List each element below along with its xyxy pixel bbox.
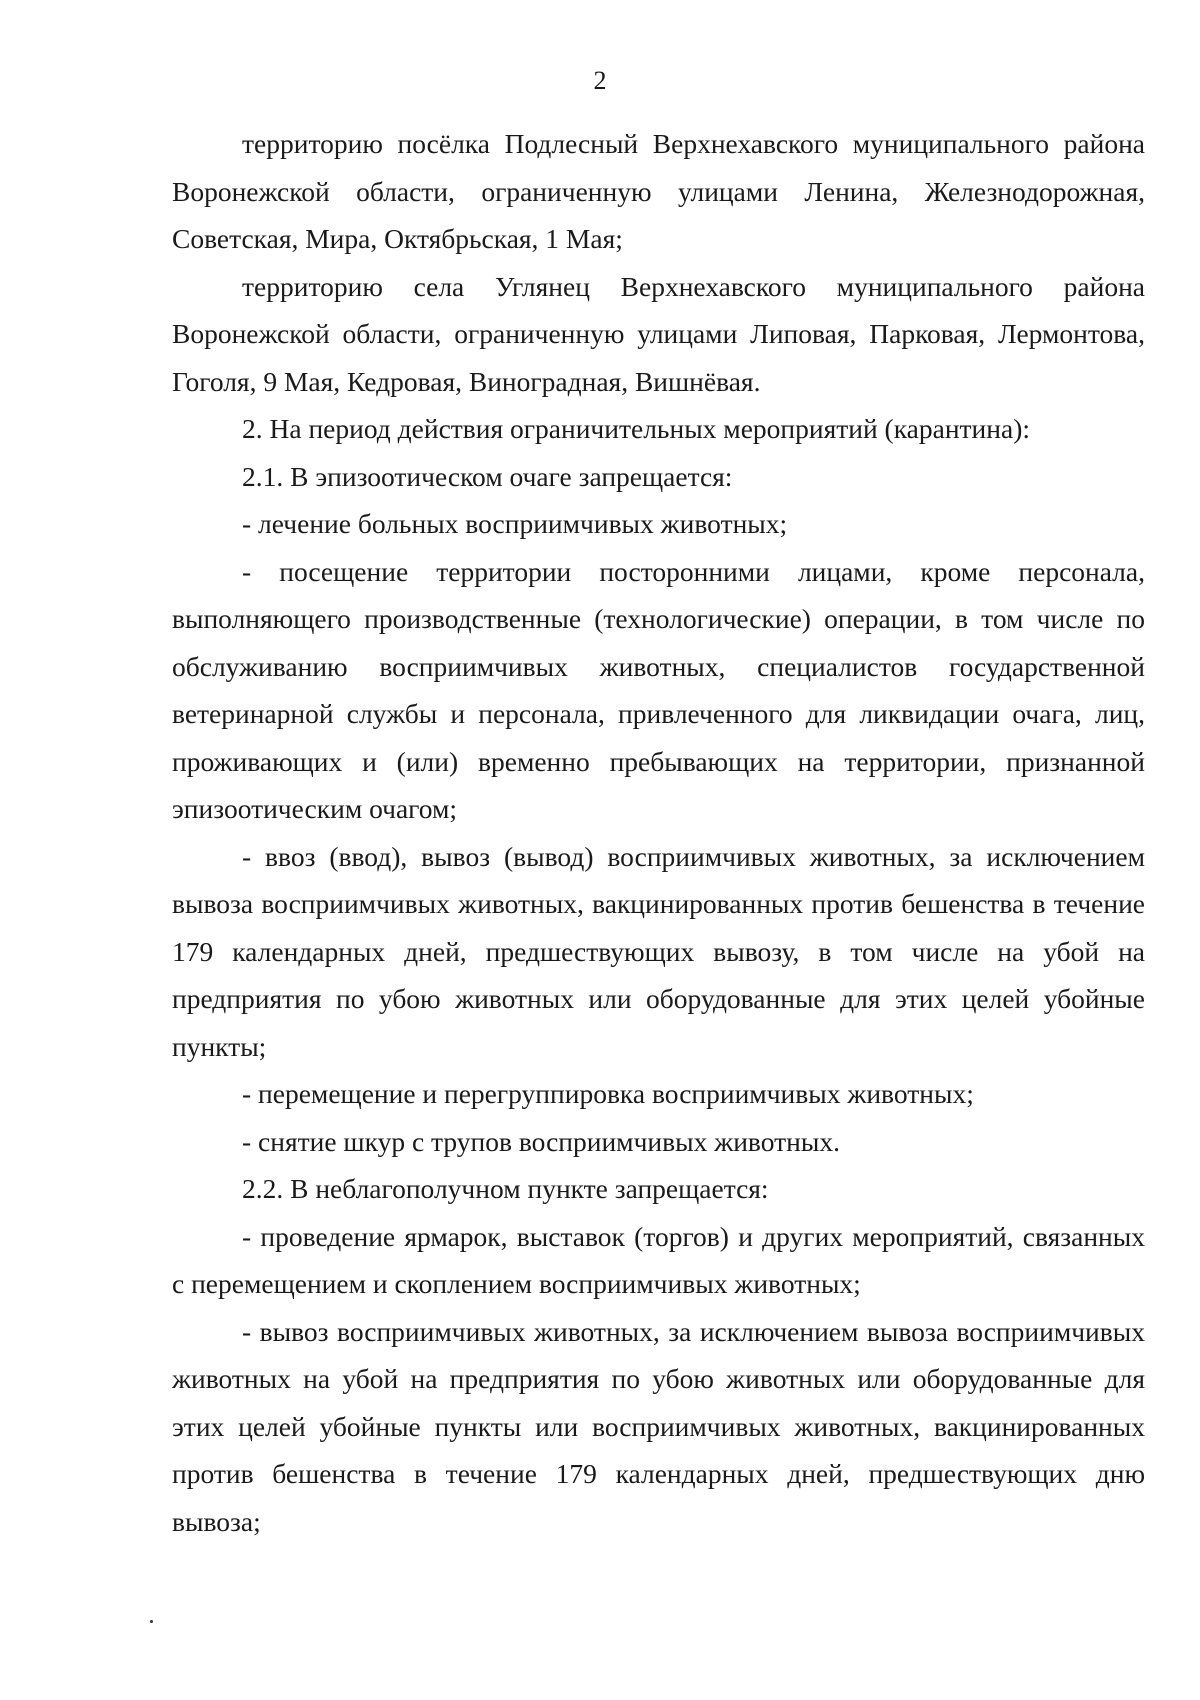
list-item-skinning-ban: - снятие шкур с трупов восприимчивых животных.	[242, 1125, 840, 1157]
list-item-treatment-ban: - лечение больных восприимчивых животных;	[242, 508, 788, 539]
list-item-export-ban: - вывоз восприимчивых животных, за исключением вывоза восприимчивых животных на убой на предприятия по убою животных или оборудованные для этих целей убойные пункты или восприимчивых животных, вакцинированных против бешенства в течение 179 календарных дней, предшествующих дню вывоза;	[172, 1315, 1145, 1537]
list-item-visit-ban: - посещение территории посторонними лицами, кроме персонала, выполняющего производственные (технологические) операции, в том числе по обслуживанию восприимчивых животных, специалистов государственной ветеринарной службы и персонала, привлеченного для ликвидации очага, лиц, проживающих и (или) временно пребывающих на территории, признанной эпизоотическим очагом;	[172, 555, 1145, 824]
page-number: 2	[593, 66, 607, 95]
paragraph-uglyanets-territory: территорию села Углянец Верхнехавского муниципального района Воронежской области, ограниченную улицами Липовая, Парковая, Лермонтова, Гоголя, 9 Мая, Кедровая, Виноградная, Вишнёвая.	[172, 270, 1145, 397]
paragraph-section-2-heading: 2. На период действия ограничительных мероприятий (карантина):	[242, 413, 1030, 444]
paragraph-section-2-1-heading: 2.1. В эпизоотическом очаге запрещается:	[242, 460, 733, 492]
list-item-import-export-ban: - ввоз (ввод), вывоз (вывод) восприимчивых животных, за исключением вывоза восприимчивых животных, вакцинированных против бешенства в течение 179 календарных дней, предшествующих вывозу, в том числе на убой на предприятия по убою животных или оборудованные для этих целей убойные пункты;	[172, 840, 1145, 1062]
list-item-fairs-ban: - проведение ярмарок, выставок (торгов) и других мероприятий, связанных с перемещением и скоплением восприимчивых животных;	[172, 1220, 1145, 1299]
document-body	[172, 120, 1145, 1545]
scan-speck	[150, 1620, 153, 1623]
paragraph-section-2-2-heading: 2.2. В неблагополучном пункте запрещается:	[242, 1173, 769, 1204]
list-item-regrouping-ban: - перемещение и перегруппировка восприимчивых животных;	[242, 1078, 974, 1109]
paragraph-podlesny-territory: территорию посёлка Подлесный Верхнехавского муниципального района Воронежской области, ограниченную улицами Ленина, Железнодорожная, Советская, Мира, Октябрьская, 1 Мая;	[172, 128, 1145, 254]
